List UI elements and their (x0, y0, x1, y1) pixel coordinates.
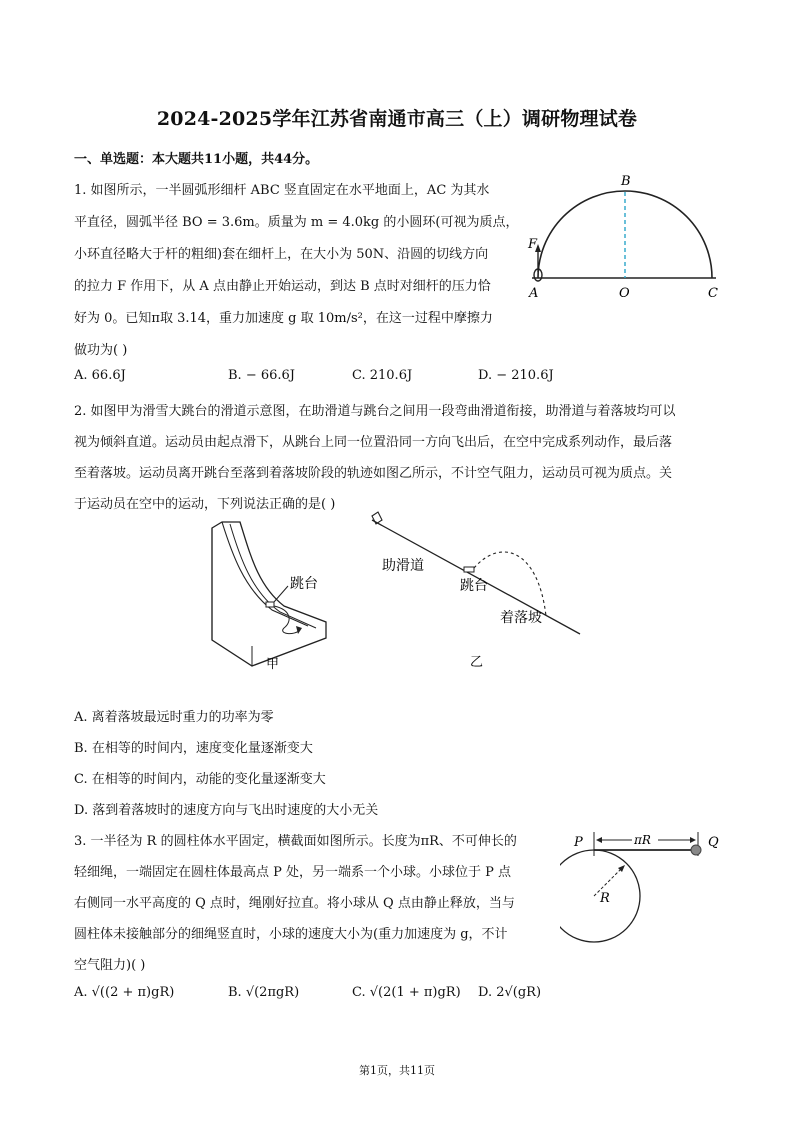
label-p: P (574, 835, 583, 850)
q2-line-2: 视为倾斜直道。运动员由起点滑下，从跳台上同一位置沿同一方向飞出后，在空中完成系列动作，最后落 (74, 435, 673, 450)
q1-line-4: 的拉力 F 作用下，从 A 点由静止开始运动，到达 B 点时对细杆的压力恰 (74, 279, 491, 294)
q1-option-d: D. − 210.6J (478, 368, 554, 383)
q3-option-c: C. √(2(1 + π)gR) (352, 985, 461, 1000)
jump-pointer-line (274, 586, 288, 602)
label-f: F (528, 237, 538, 252)
label-run-yi: 助滑道 (382, 558, 424, 574)
label-pi-r: πR (634, 833, 651, 847)
q3-line-1: 3. 一半径为 R 的圆柱体水平固定，横截面如图所示。长度为πR、不可伸长的 (74, 834, 517, 849)
q2-line-1: 2. 如图甲为滑雪大跳台的滑道示意图，在助滑道与跳台之间用一段弯曲滑道衔接，助滑道与着落坡均可以 (74, 404, 676, 419)
label-slope-yi: 着落坡 (500, 610, 542, 626)
label-b: B (621, 174, 631, 189)
q3-line-5: 空气阻力)( ) (74, 958, 146, 973)
q1-line-5: 好为 0。已知π取 3.14，重力加速度 g 取 10m/s²，在这一过程中摩擦力 (74, 311, 493, 326)
run-slope-line (372, 520, 580, 634)
q1-option-c: C. 210.6J (352, 368, 413, 383)
q2-figure-jia (200, 514, 340, 674)
q1-option-a: A. 66.6J (74, 368, 126, 383)
page-footer: 第1页，共11页 (359, 1064, 435, 1077)
dim-arrow-left (596, 837, 602, 843)
label-jump-jia: 跳台 (290, 576, 318, 592)
dim-arrow-right (690, 837, 696, 843)
q2-option-c: C. 在相等的时间内，动能的变化量逐渐变大 (74, 772, 326, 787)
q3-line-3: 右侧同一水平高度的 Q 点时，绳刚好拉直。将小球从 Q 点由静止释放，当与 (74, 896, 515, 911)
q1-figure-semicircle (520, 172, 730, 304)
label-a: A (529, 286, 539, 301)
q2-option-a: A. 离着落坡最远时重力的功率为零 (74, 710, 274, 725)
q2-figure-yi (360, 508, 590, 668)
label-jump-yi: 跳台 (460, 578, 488, 594)
jump-platform-yi (464, 567, 474, 572)
q3-option-d: D. 2√(gR) (478, 985, 542, 1000)
q3-figure-cylinder (560, 830, 730, 960)
caption-yi: 乙 (470, 655, 484, 668)
jump-platform (266, 602, 274, 607)
q3-line-4: 圆柱体未接触部分的细绳竖直时，小球的速度大小为(重力加速度为 g，不计 (74, 927, 508, 942)
q1-line-2: 平直径，圆弧半径 BO = 3.6m。质量为 m = 4.0kg 的小圆环(可视为质点， (74, 215, 519, 230)
q3-option-a: A. √((2 + π)gR) (74, 985, 175, 1000)
q2-option-b: B. 在相等的时间内，速度变化量逐渐变大 (74, 741, 313, 756)
label-o: O (619, 286, 630, 301)
q3-option-b: B. √(2πgR) (228, 985, 300, 1000)
q2-line-4: 于运动员在空中的运动，下列说法正确的是( ) (74, 497, 336, 512)
label-q: Q (708, 835, 719, 850)
label-r: R (600, 891, 610, 906)
q1-line-6: 做功为( ) (74, 343, 128, 358)
q1-option-b: B. − 66.6J (228, 368, 295, 383)
page-title: 2024-2025学年江苏省南通市高三（上）调研物理试卷 (156, 108, 638, 130)
caption-jia: 甲 (266, 657, 280, 672)
label-c: C (708, 286, 718, 301)
ball (691, 845, 701, 855)
q1-line-1: 1. 如图所示，一半圆弧形细杆 ABC 竖直固定在水平地面上，AC 为其水 (74, 183, 490, 198)
section-heading: 一、单选题：本大题共11小题，共44分。 (74, 152, 319, 167)
q1-line-3: 小环直径略大于杆的粗细)套在细杆上，在大小为 50N、沿圆的切线方向 (74, 247, 489, 262)
q3-line-2: 轻细绳，一端固定在圆柱体最高点 P 处，另一端系一个小球。小球位于 P 点 (74, 865, 512, 880)
q2-line-3: 至着落坡。运动员离开跳台至落到着落坡阶段的轨迹如图乙所示，不计空气阻力，运动员可视为质点。关 (74, 466, 673, 481)
q2-option-d: D. 落到着落坡时的速度方向与飞出时速度的大小无关 (74, 803, 379, 818)
